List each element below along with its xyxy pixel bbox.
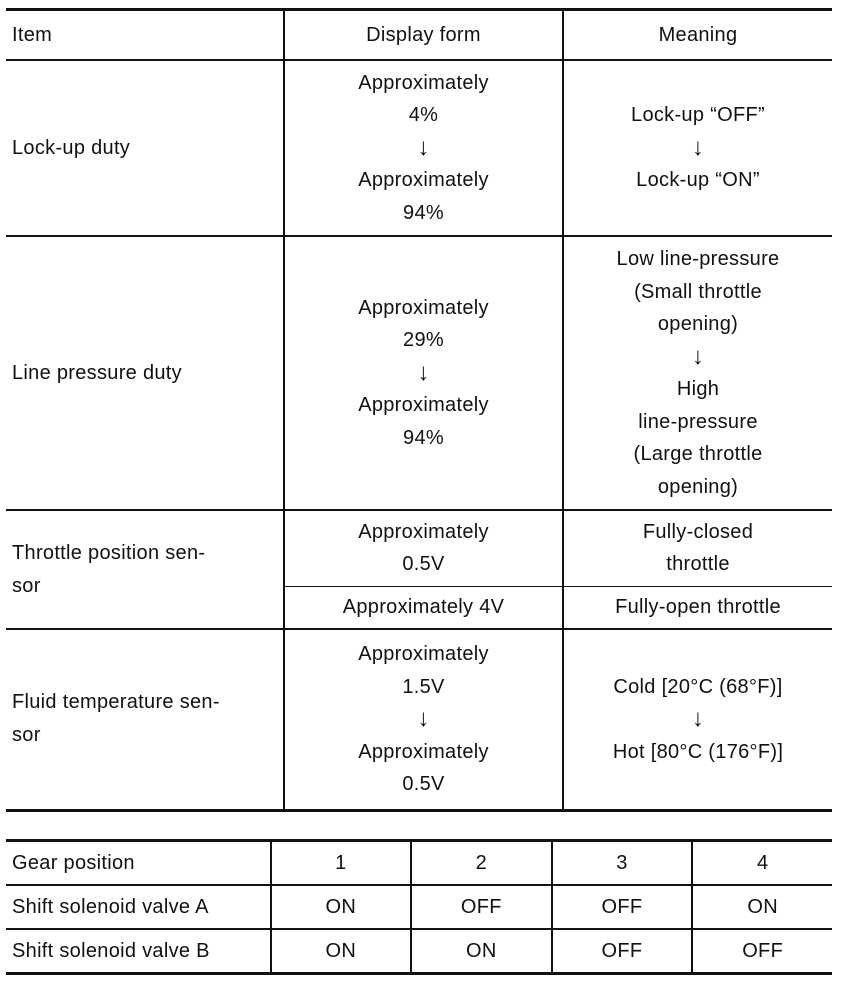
meaning-text: Low line-pressure <box>616 248 780 270</box>
display-text: 94% <box>403 426 444 449</box>
gear-position-row <box>6 841 832 886</box>
meaning-text: line-pressure <box>638 410 758 433</box>
display-text: Approximately <box>358 296 489 319</box>
table-row-lockup-duty <box>6 60 832 236</box>
item-text: Throttle position sen- <box>12 541 206 564</box>
shift-solenoid-b-row <box>6 929 832 974</box>
display-text: 4% <box>408 104 439 127</box>
display-text: Approximately <box>358 740 489 763</box>
header-meaning: Meaning <box>563 10 832 61</box>
solenoid-b-gear-3: OFF <box>552 929 693 974</box>
meaning-fluid-temperature <box>563 629 832 810</box>
meaning-text: High <box>676 378 720 400</box>
table-header-row <box>6 10 832 61</box>
shift-solenoid-a-row <box>6 885 832 929</box>
down-arrow-icon: ↓ <box>417 705 430 732</box>
item-throttle-position-sensor <box>6 510 284 629</box>
gear-3: 3 <box>552 841 693 886</box>
down-arrow-icon: ↓ <box>417 358 430 386</box>
display-text: Approximately <box>358 71 489 94</box>
display-text: 29% <box>403 329 444 352</box>
header-display-form: Display form <box>284 10 563 61</box>
shift-solenoid-b-label: Shift solenoid valve B <box>6 929 271 974</box>
down-arrow-icon: ↓ <box>691 342 705 370</box>
meaning-text: Lock-up “ON” <box>636 169 760 192</box>
display-line-pressure-duty <box>284 236 563 510</box>
display-text: Approximately <box>358 169 489 192</box>
display-text: Approximately <box>358 394 489 417</box>
display-text: 1.5V <box>402 675 445 698</box>
display-text: 0.5V <box>402 553 445 576</box>
meaning-throttle-open: Fully-open throttle <box>563 586 832 629</box>
shift-solenoid-a-label: Shift solenoid valve A <box>6 885 271 929</box>
table-row-line-pressure-duty <box>6 236 832 510</box>
solenoid-b-gear-2: ON <box>411 929 552 974</box>
meaning-text: opening) <box>657 475 739 498</box>
item-line-pressure-duty: Line pressure duty <box>6 236 284 510</box>
solenoid-a-gear-4: ON <box>692 885 832 929</box>
solenoid-b-gear-4: OFF <box>692 929 832 974</box>
item-text: Fluid temperature sen- <box>12 691 220 714</box>
down-arrow-icon: ↓ <box>691 705 705 732</box>
display-text: Approximately <box>358 643 489 665</box>
item-lockup-duty: Lock-up duty <box>6 60 284 236</box>
table-row-throttle-position-sensor <box>6 510 832 586</box>
display-text: 94% <box>403 201 444 224</box>
item-fluid-temperature-sensor <box>6 629 284 810</box>
gear-4: 4 <box>692 841 832 886</box>
display-throttle-open: Approximately 4V <box>284 586 563 629</box>
display-fluid-temperature <box>284 629 563 810</box>
display-lockup-duty <box>284 60 563 236</box>
solenoid-a-gear-3: OFF <box>552 885 693 929</box>
meaning-text: (Large throttle <box>633 443 763 465</box>
display-text: Approximately <box>358 520 489 543</box>
meaning-text: Cold [20°C (68°F)] <box>613 675 783 698</box>
meaning-line-pressure-duty <box>563 236 832 510</box>
solenoid-a-gear-2: OFF <box>411 885 552 929</box>
gear-position-label: Gear position <box>6 841 271 886</box>
meaning-text: opening) <box>657 313 739 335</box>
solenoid-a-gear-1: ON <box>271 885 411 929</box>
item-text: sor <box>12 724 41 747</box>
meaning-lockup-duty <box>563 60 832 236</box>
display-form-table <box>6 8 832 812</box>
meaning-text: throttle <box>666 553 730 576</box>
meaning-text: Fully-closed <box>642 520 754 543</box>
meaning-text: (Small throttle <box>634 280 762 303</box>
gear-2: 2 <box>411 841 552 886</box>
solenoid-b-gear-1: ON <box>271 929 411 974</box>
down-arrow-icon: ↓ <box>417 133 430 161</box>
display-throttle-closed <box>284 510 563 586</box>
down-arrow-icon: ↓ <box>691 133 705 161</box>
display-text: 0.5V <box>402 773 445 795</box>
meaning-throttle-closed <box>563 510 832 586</box>
header-item: Item <box>6 10 284 61</box>
shift-solenoid-table <box>6 839 832 975</box>
table-row-fluid-temperature-sensor <box>6 629 832 810</box>
item-text: sor <box>12 574 41 597</box>
meaning-text: Lock-up “OFF” <box>631 104 765 127</box>
gear-1: 1 <box>271 841 411 886</box>
meaning-text: Hot [80°C (176°F)] <box>612 740 784 763</box>
